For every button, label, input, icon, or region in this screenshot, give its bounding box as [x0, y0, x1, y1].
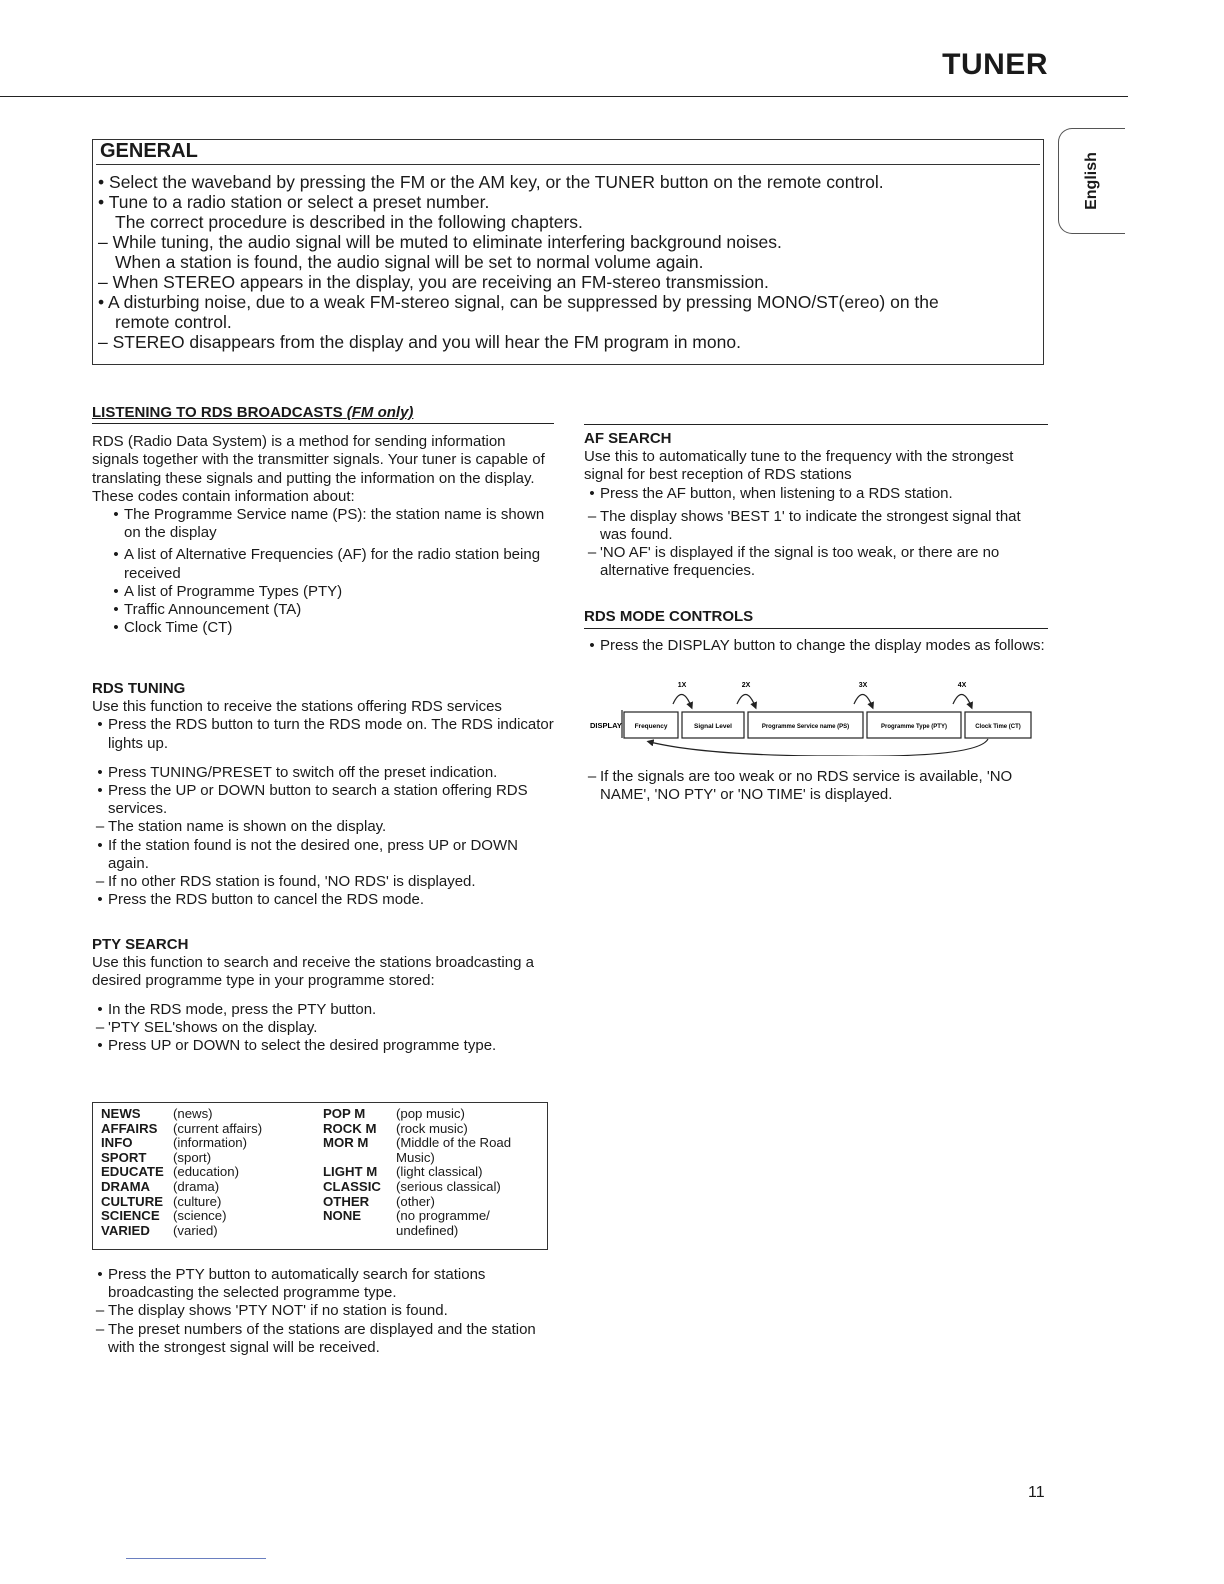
general-line: remote control.: [115, 312, 232, 332]
rds-tuning-list: [92, 716, 554, 909]
press-arrow: [953, 694, 971, 706]
af-search-section: [584, 430, 1050, 581]
general-line: • Tune to a radio station or select a preset number.: [98, 192, 490, 212]
list-item: – If no other RDS station is found, 'NO RDS' is displayed.: [95, 873, 476, 891]
rds-mode-rule: [584, 628, 1048, 629]
table-cell: (pop music): [396, 1106, 465, 1121]
table-cell: (education): [173, 1164, 239, 1180]
list-item: • Press TUNING/PRESET to switch off the preset indication.: [97, 763, 498, 781]
pty-search-section: [92, 936, 554, 1055]
general-heading: GENERAL: [100, 140, 198, 162]
table-cell: LIGHT M: [323, 1164, 378, 1180]
listening-intro: RDS (Radio Data System) is a method for sending information signals together with the transmitter signals. Your tuner is capable of translating these signals and putting the information on the display.: [92, 433, 545, 487]
list-item: • In the RDS mode, press the PTY button.: [97, 1000, 377, 1018]
table-cell: (other): [396, 1193, 435, 1209]
list-item: – The display shows 'BEST 1' to indicate the strongest signal that was found.: [587, 507, 1021, 544]
return-arrow: [650, 739, 988, 756]
listening-section: [92, 404, 554, 637]
list-item: • A list of Alternative Frequencies (AF) for the radio station being received: [113, 546, 541, 582]
listening-title: LISTENING TO RDS BROADCASTS (FM only): [92, 404, 414, 421]
listening-rule: [92, 423, 554, 424]
list-item: • Press the PTY button to automatically search for stations broadcasting the selected programme type.: [97, 1266, 486, 1302]
table-cell: SPORT: [101, 1149, 147, 1165]
list-item: • Press the RDS button to turn the RDS mode on. The RDS indicator lights up.: [97, 716, 554, 752]
table-cell: CULTURE: [101, 1193, 164, 1209]
press-label: 3X: [858, 682, 868, 689]
table-cell: (serious classical): [396, 1179, 501, 1194]
table-cell: (culture): [173, 1193, 222, 1209]
list-item: – The station name is shown on the display.: [95, 818, 387, 836]
table-cell: EDUCATE: [101, 1164, 164, 1180]
rds-tuning-section: [92, 680, 554, 909]
table-cell: CLASSIC: [323, 1179, 381, 1194]
page-title: TUNER: [942, 48, 1048, 81]
table-cell: OTHER: [323, 1193, 370, 1209]
display-mode-diagram: [588, 676, 1038, 756]
list-item: • If the station found is not the desired one, press UP or DOWN again.: [97, 836, 518, 872]
list-item: • Press the AF button, when listening to a RDS station.: [589, 484, 953, 502]
header-rule: [0, 96, 1128, 97]
table-cell: (news): [173, 1106, 213, 1121]
table-cell: NONE: [323, 1208, 362, 1224]
general-list: [98, 172, 1038, 352]
press-arrow: [854, 694, 872, 706]
af-search-title: AF SEARCH: [584, 430, 672, 447]
press-label: 4X: [957, 682, 967, 689]
footer-rule: [126, 1558, 266, 1559]
general-line: – When STEREO appears in the display, you are receiving an FM-stereo transmission.: [98, 272, 769, 292]
list-item: • Press UP or DOWN to select the desired programme type.: [97, 1037, 497, 1055]
table-cell: (Middle of the Road: [396, 1135, 512, 1151]
mode-label: Signal Level: [694, 723, 732, 730]
press-arrow: [737, 694, 755, 706]
table-cell: MOR M: [323, 1135, 369, 1151]
mode-label: Programme Type (PTY): [881, 724, 947, 730]
table-cell: (drama): [173, 1179, 220, 1194]
list-item: • The Programme Service name (PS): the station name is shown on the display: [113, 506, 545, 542]
list-item: – 'PTY SEL'shows on the display.: [95, 1018, 318, 1036]
listening-codes-intro: These codes contain information about:: [92, 487, 355, 505]
table-cell: (information): [173, 1135, 248, 1151]
general-divider: [96, 164, 1040, 165]
table-cell: (rock music): [396, 1120, 468, 1136]
pty-search-intro: Use this function to search and receive the stations broadcasting a desired programme type in your programme stored:: [92, 954, 534, 990]
table-cell: (varied): [173, 1222, 218, 1238]
general-line: • A disturbing noise, due to a weak FM-stereo signal, can be suppressed by pressing MONO/ST(ereo) on the: [98, 292, 939, 312]
general-line: The correct procedure is described in the following chapters.: [115, 212, 583, 232]
mode-label: Frequency: [634, 723, 668, 730]
codes-list: [92, 506, 554, 637]
table-cell: ROCK M: [323, 1120, 377, 1136]
general-line: • Select the waveband by pressing the FM or the AM key, or the TUNER button on the remote control.: [98, 172, 884, 192]
mode-label: Programme Service name (PS): [761, 724, 850, 730]
press-arrow: [673, 694, 691, 706]
page-number: 11: [1028, 1484, 1045, 1501]
list-item: • Press the RDS button to cancel the RDS mode.: [97, 891, 424, 909]
table-cell: (science): [173, 1208, 227, 1224]
af-search-top-rule: [584, 424, 1048, 425]
table-cell: POP M: [323, 1106, 366, 1121]
display-label: DISPLAY: [590, 721, 622, 730]
table-cell: Music): [396, 1149, 435, 1165]
table-cell: NEWS: [101, 1106, 141, 1121]
general-line: – STEREO disappears from the display and you will hear the FM program in mono.: [98, 332, 741, 352]
language-tab-label: English: [1083, 152, 1100, 210]
rds-tuning-intro: Use this function to receive the stations offering RDS services: [92, 698, 502, 716]
list-item: – The display shows 'PTY NOT' if no station is found.: [95, 1302, 448, 1320]
table-cell: SCIENCE: [101, 1208, 160, 1224]
list-item: • Traffic Announcement (TA): [113, 601, 302, 619]
list-item: – The preset numbers of the stations are displayed and the station with the strongest signal will be received.: [95, 1320, 536, 1356]
rds-mode-note: [584, 768, 1050, 804]
pty-after-list: [92, 1266, 554, 1357]
rds-tuning-title: RDS TUNING: [92, 680, 186, 697]
table-cell: AFFAIRS: [101, 1120, 158, 1136]
list-item: • Press the DISPLAY button to change the display modes as follows:: [589, 637, 1045, 655]
table-cell: (light classical): [396, 1164, 483, 1180]
general-line: – While tuning, the audio signal will be muted to eliminate interfering background noises.: [98, 232, 782, 252]
table-cell: DRAMA: [101, 1179, 151, 1194]
table-cell: (current affairs): [173, 1120, 263, 1136]
list-item: • Clock Time (CT): [113, 619, 233, 637]
rds-mode-title: RDS MODE CONTROLS: [584, 608, 754, 625]
table-cell: (no programme/: [396, 1208, 490, 1224]
pty-search-title: PTY SEARCH: [92, 936, 189, 953]
list-item: – If the signals are too weak or no RDS service is available, 'NO NAME', 'NO PTY' or 'NO TIME' is displayed.: [587, 768, 1013, 804]
table-cell: (sport): [173, 1149, 212, 1165]
table-cell: VARIED: [101, 1222, 150, 1238]
rds-mode-section: [584, 608, 1050, 655]
mode-label: Clock Time (CT): [975, 724, 1021, 730]
press-label: 1X: [677, 682, 687, 689]
pty-search-list: [92, 1001, 554, 1056]
list-item: – 'NO AF' is displayed if the signal is too weak, or there are no alternative frequencies.: [587, 544, 1000, 580]
af-search-intro: Use this to automatically tune to the frequency with the strongest signal for best reception of RDS stations: [584, 448, 1014, 484]
list-item: • A list of Programme Types (PTY): [113, 582, 343, 600]
table-cell: undefined): [396, 1222, 459, 1238]
language-tab: [1058, 128, 1125, 234]
list-item: • Press the UP or DOWN button to search a station offering RDS services.: [97, 782, 528, 818]
general-line: When a station is found, the audio signal will be set to normal volume again.: [115, 252, 704, 272]
table-cell: INFO: [101, 1135, 133, 1151]
press-label: 2X: [741, 682, 751, 689]
pty-table: [92, 1102, 548, 1250]
